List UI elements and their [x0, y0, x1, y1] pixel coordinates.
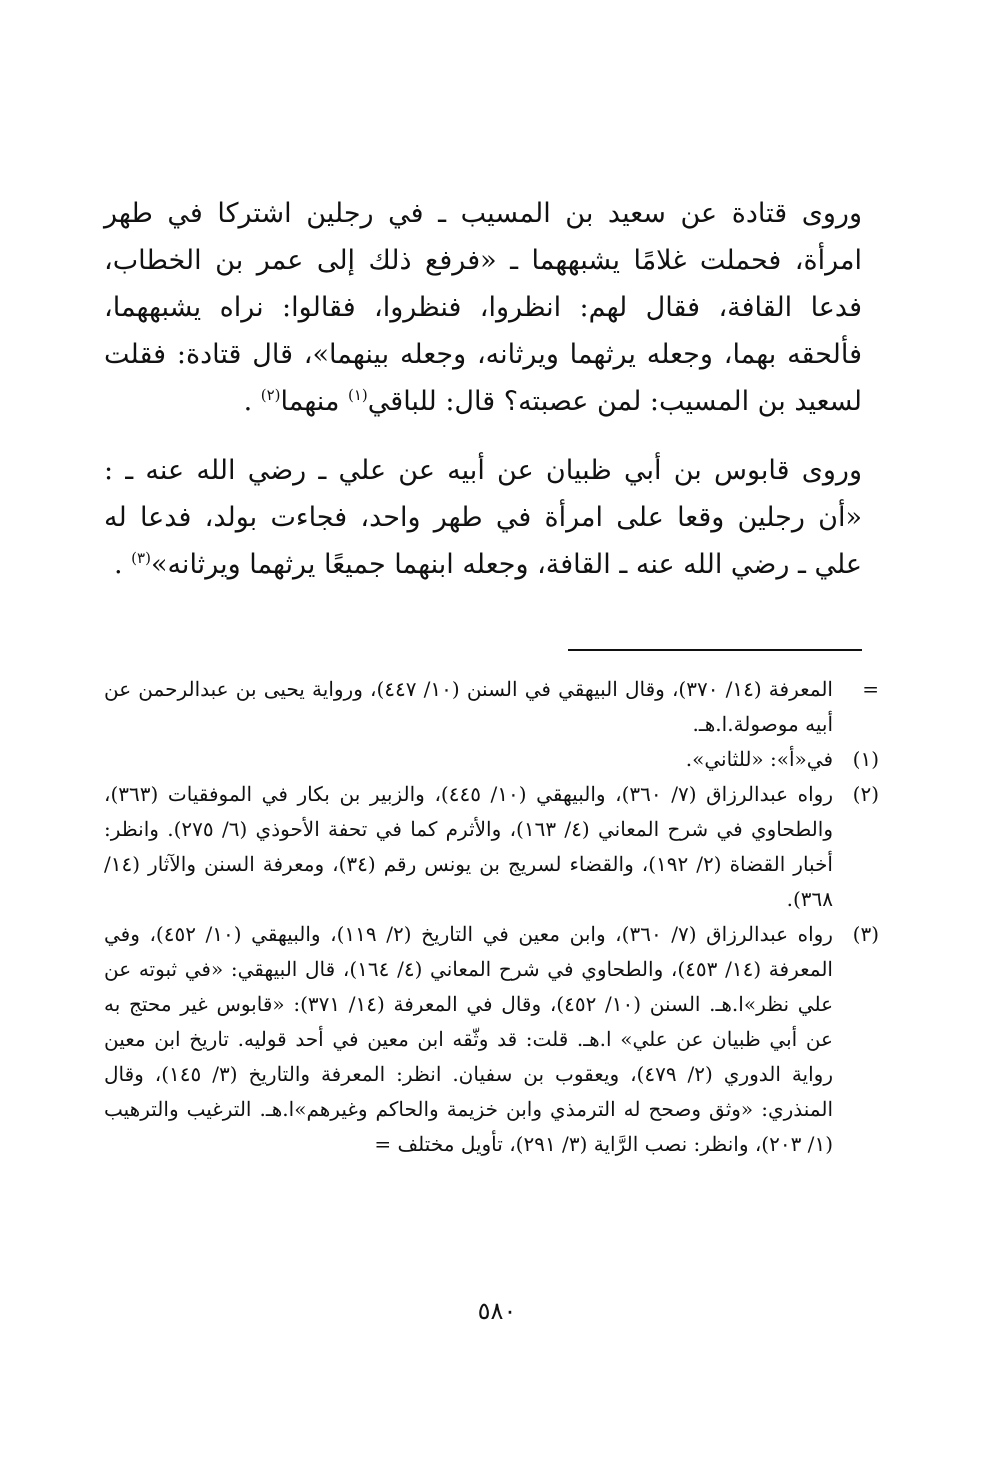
- paragraph-1-mid: منهما: [280, 386, 348, 417]
- paragraph-1: [104, 190, 862, 425]
- footnote-2-text: رواه عبدالرزاق (٧/ ٣٦٠)، والبيهقي (١٠/ ٤٤٥)، والزبير بن بكار في الموفقيات (٣٦٣)، والطحاوي في شرح المعاني (٤/ ١٦٣)، والأثرم كما في تحفة الأحوذي (٦/ ٢٧٥). وانظر: أخبار القضاة (٢/ ١٩٢)، والقضاء لسريج بن يونس رقم (٣٤)، ومعرفة السنن والآثار (١٤/ ٣٦٨).: [104, 782, 833, 911]
- footnote-continuation: [104, 672, 879, 742]
- footnote-3-text: رواه عبدالرزاق (٧/ ٣٦٠)، وابن معين في التاريخ (٢/ ١١٩)، والبيهقي (١٠/ ٤٥٢)، وفي المعرفة (١٤/ ٤٥٣)، والطحاوي في شرح المعاني (٤/ ١٦٤)، قال البيهقي: «في ثبوته عن علي نظر»ا.هـ. السنن (١٠/ ٤٥٢)، وقال في المعرفة (١٤/ ٣٧١): «قابوس غير محتج به عن أبي ظبيان عن علي» ا.هـ. قلت: قد وثّقه ابن معين في أحد قوليه. تاريخ ابن معين رواية الدوري (٢/ ٤٧٩)، ويعقوب بن سفيان. انظر: المعرفة والتاريخ (٣/ ١٤٥)، وقال المنذري: «وثق وصحح له الترمذي وابن خزيمة والحاكم وغيرهم»ا.هـ. الترغيب والترهيب (١/ ٢٠٣)، وانظر: نصب الرَّاية (٣/ ٢٩١)، تأويل مختلف =: [104, 922, 834, 1156]
- paragraph-2: [104, 447, 862, 588]
- footnote-continuation-text: المعرفة (١٤/ ٣٧٠)، وقال البيهقي في السنن (١٠/ ٤٤٧)، ورواية يحيى بن عبدالرحمن عن أبيه موصولة.ا.هـ.: [104, 677, 833, 736]
- footnote-2: [104, 777, 879, 917]
- footnote-ref-3[interactable]: (٣): [131, 549, 151, 567]
- paragraph-2-end: .: [113, 549, 132, 580]
- footnote-1-text: في«أ»: «للثاني».: [685, 747, 833, 771]
- footnote-3-number: (٣): [852, 922, 879, 946]
- footnote-1-number: (١): [852, 747, 879, 771]
- footnote-ref-1[interactable]: (١): [348, 386, 368, 404]
- paragraph-2-text: وروى قابوس بن أبي ظبيان عن أبيه عن علي ـ رضي الله عنه ـ : «أن رجلين وقعا على امرأة في طهر واحد، فجاءت بولد، فدعا له علي ـ رضي الله عنه ـ القافة، وجعله ابنهما جميعًا يرثهما ويرثانه»: [104, 455, 862, 580]
- main-text: [104, 190, 862, 588]
- continuation-marker: =: [862, 677, 879, 701]
- page-number: ٥٨٠: [477, 1297, 517, 1325]
- footnote-1: [104, 742, 879, 777]
- footnotes: [104, 672, 879, 1162]
- paragraph-1-text: وروى قتادة عن سعيد بن المسيب ـ في رجلين اشتركا في طهر امرأة، فحملت غلامًا يشبههما ـ «فرفع ذلك إلى عمر بن الخطاب، فدعا القافة، فقال لهم: انظروا، فنظروا، فقالوا: نراه يشبههما، فألحقه بهما، وجعله يرثهما ويرثانه، وجعله بينهما»، قال قتادة: فقلت لسعيد بن المسيب: لمن عصبته؟ قال: للباقي: [104, 198, 862, 417]
- footnote-3: [104, 917, 879, 1162]
- paragraph-1-end: .: [243, 386, 261, 417]
- footnote-2-number: (٢): [852, 782, 879, 806]
- footnote-ref-2[interactable]: (٢): [260, 386, 281, 404]
- footnote-separator: [568, 649, 862, 651]
